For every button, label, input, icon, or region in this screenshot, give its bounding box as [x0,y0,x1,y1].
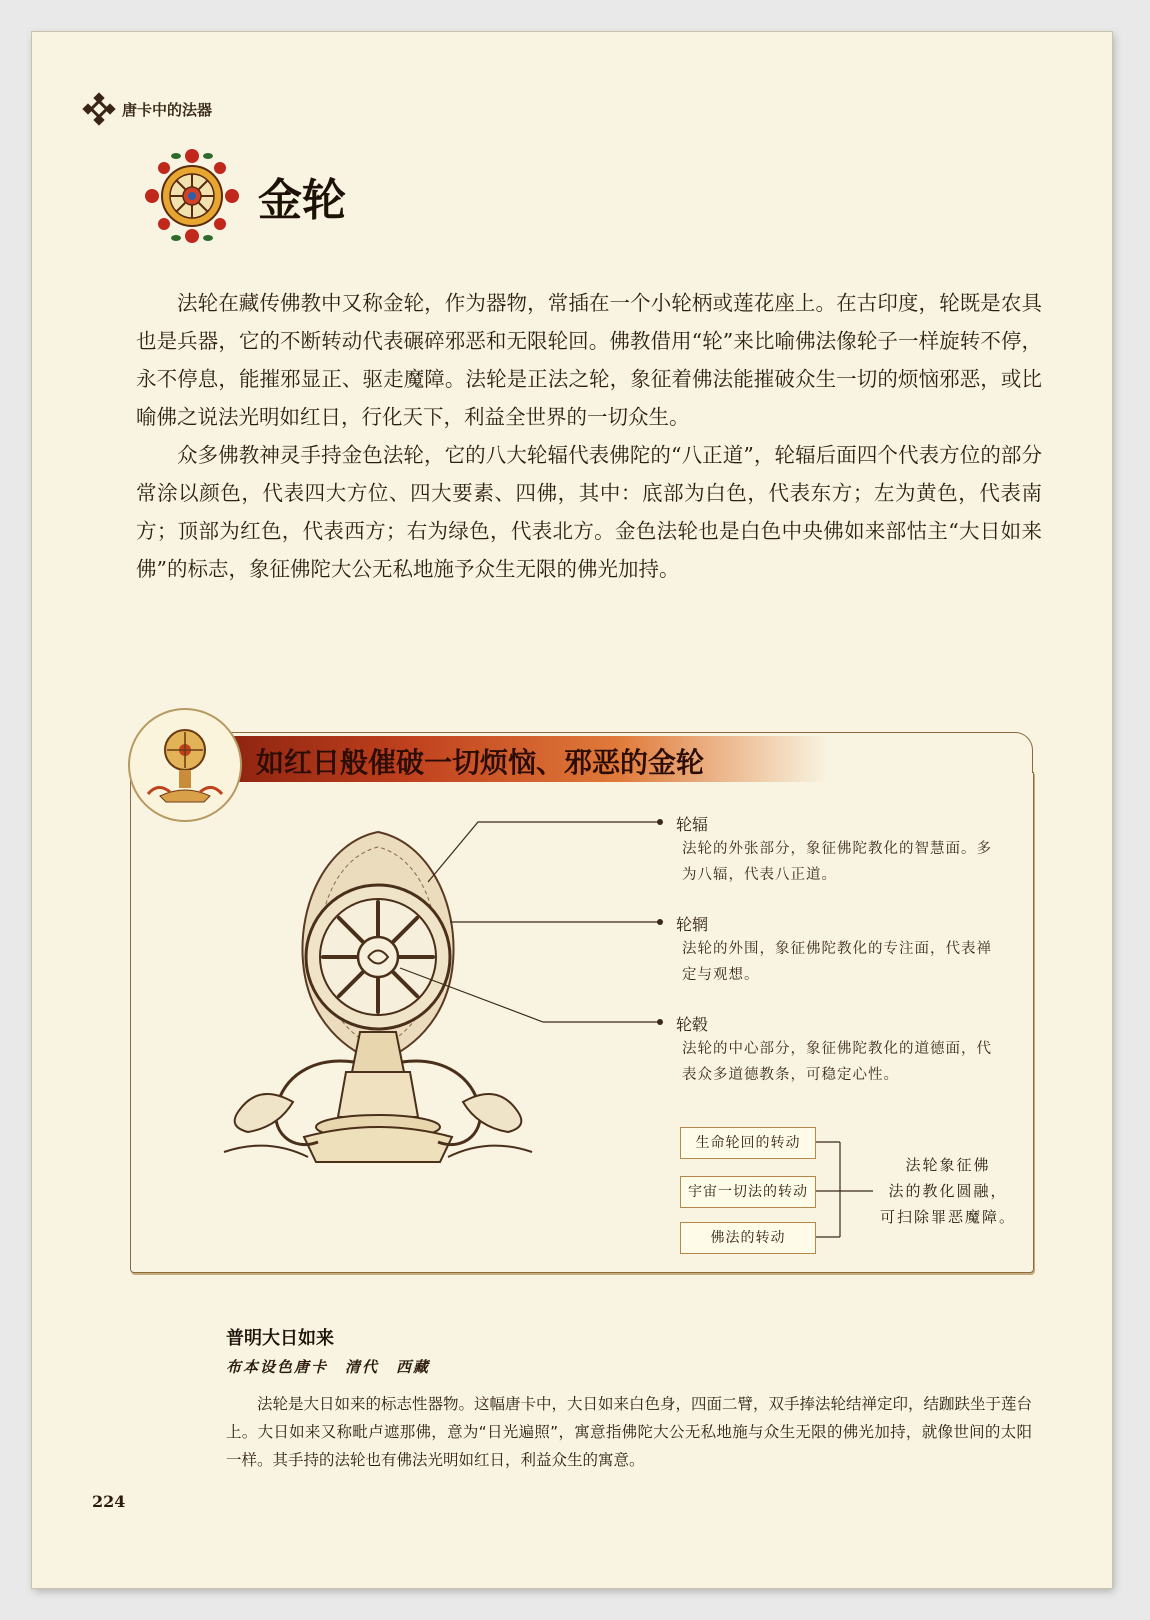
diagram-panel [128,732,1036,1274]
label-spokes-head: 轮辐 [676,815,709,834]
summary-line-3: 可扫除罪恶魔障。 [879,1208,1016,1226]
page-number: 224 [92,1492,126,1511]
summary-line-1: 法轮象征佛 [905,1156,991,1174]
section-title: 金轮 [258,175,346,226]
diagram-summary [873,1152,1023,1230]
body-paragraph-1: 法轮在藏传佛教中又称金轮，作为器物，常插在一个小轮柄或莲花座上。在古印度，轮既是农具也是兵器，它的不断转动代表碾碎邪恶和无限轮回。佛教借用“轮”来比喻佛法像轮子一样旋转不停，永不停息，能摧邪显正、驱走魔障。法轮是正法之轮，象征着佛法能摧破众生一切的烦恼邪恶，或比喻佛之说法光明如红日，行化天下，利益全世界的一切众生。 [136,291,1042,429]
label-hub-desc: 法轮的中心部分，象征佛陀教化的道德面，代表众多道德教条，可稳定心性。 [682,1041,992,1083]
caption-title: 普明大日如来 [226,1328,334,1349]
caption-text [226,1390,1032,1474]
panel-banner-title: 如红日般催破一切烦恼、邪恶的金轮 [256,746,705,779]
caption-subtitle: 布本设色唐卡 清代 西藏 [226,1358,431,1376]
box-life-cycle: 生命轮回的转动 [680,1127,816,1159]
label-rim-desc: 法轮的外围，象征佛陀教化的专注面，代表禅定与观想。 [682,941,992,983]
label-spokes-desc: 法轮的外张部分，象征佛陀教化的智慧面。多为八辐，代表八正道。 [682,841,992,883]
box-dharma: 佛法的转动 [680,1222,816,1254]
running-head-text: 唐卡中的法器 [122,100,213,119]
running-head [82,92,212,126]
dharma-wheel-emblem-icon [140,144,244,248]
body-paragraph-2: 众多佛教神灵手持金色法轮，它的八大轮辐代表佛陀的“八正道”，轮辐后面四个代表方位的部分常涂以颜色，代表四大方位、四大要素、四佛，其中：底部为白色，代表东方；左为黄色，代表南方；顶部为红色，代表西方；右为绿色，代表北方。金色法轮也是白色中央佛如来部怙主“大日如来佛”的标志，象征佛陀大公无私地施予众生无限的佛光加持。 [136,443,1042,581]
body-text [136,284,1042,588]
section-title-block [140,144,346,248]
caption-paragraph: 法轮是大日如来的标志性器物。这幅唐卡中，大日如来白色身，四面二臂，双手捧法轮结禅定印，结跏趺坐于莲台上。大日如来又称毗卢遮那佛，意为“日光遍照”，寓意指佛陀大公无私地施与众生无限的佛光加持，就像世间的太阳一样。其手持的法轮也有佛法光明如红日，利益众生的寓意。 [226,1395,1033,1469]
box-universe: 宇宙一切法的转动 [680,1176,816,1208]
page [32,32,1112,1588]
label-hub-head: 轮毂 [676,1015,709,1034]
endless-knot-icon [82,92,116,126]
label-rim-head: 轮辋 [676,915,709,934]
summary-line-2: 法的教化圆融， [888,1182,1008,1200]
